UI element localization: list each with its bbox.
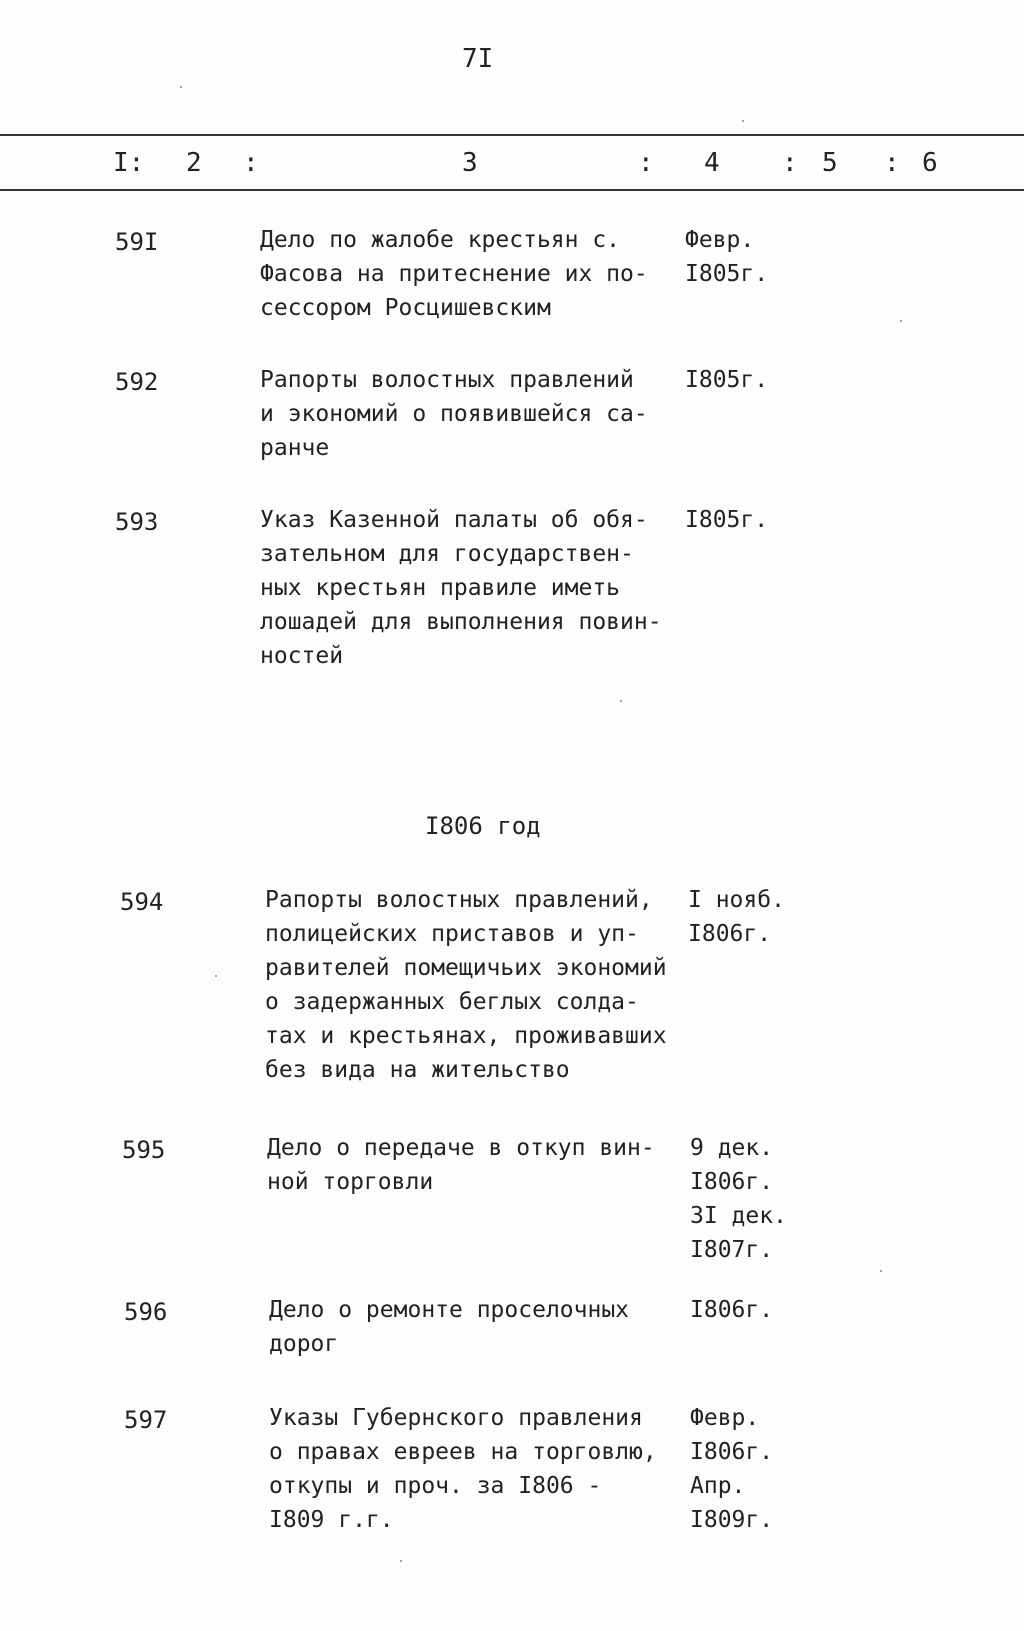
entry-number: 593 xyxy=(115,508,159,536)
scan-speck xyxy=(180,86,182,88)
entry-number: 597 xyxy=(124,1406,168,1434)
entry-number: 592 xyxy=(115,368,159,396)
entry-date: Февр. I806г. Апр. I809г. xyxy=(690,1405,774,1533)
entry-description: Рапорты волостных правлений и экономий о появившейся са- ранче xyxy=(260,367,648,461)
entry-date: I805г. xyxy=(685,367,769,393)
entry-date: I806г. xyxy=(690,1297,774,1323)
entry-description: Дело о ремонте проселочных дорог xyxy=(269,1297,630,1357)
year-heading: I806 год xyxy=(425,812,541,840)
header-rule-top xyxy=(0,134,1024,136)
scan-speck xyxy=(215,975,217,977)
column-separator: : xyxy=(243,148,259,178)
entry-number: 594 xyxy=(120,888,164,916)
scan-speck xyxy=(900,320,902,322)
entry-date: 9 дек. I806г. 3I дек. I807г. xyxy=(690,1135,787,1263)
column-header-2: 2 xyxy=(186,148,202,178)
column-header-1: I: xyxy=(113,148,145,178)
page-number: 7I xyxy=(462,44,494,74)
column-separator: : xyxy=(638,148,654,178)
scan-speck xyxy=(620,700,622,702)
column-header-6: 6 xyxy=(922,148,938,178)
scan-speck xyxy=(742,120,744,122)
entry-description: Рапорты волостных правлений, полицейских приставов и уп- равителей помещичьих экономий о задержанных беглых солда- тах и крестьянах, проживавших без вида на жительство xyxy=(265,887,667,1083)
entry-description: Указы Губернского правления о правах евреев на торговлю, откупы и проч. за I806 - I809 г.г. xyxy=(269,1405,657,1533)
column-header-4: 4 xyxy=(704,148,720,178)
column-separator: : xyxy=(884,148,900,178)
scan-speck xyxy=(400,1560,402,1562)
column-header-5: 5 xyxy=(822,148,838,178)
column-separator: : xyxy=(782,148,798,178)
entry-description: Указ Казенной палаты об обя- зательном для государствен- ных крестьян правиле иметь лошадей для выполнения повин- ностей xyxy=(260,507,662,669)
header-rule-bottom xyxy=(0,189,1024,191)
entry-number: 595 xyxy=(122,1136,166,1164)
entry-description: Дело по жалобе крестьян с. Фасова на притеснение их по- сессором Росцишевским xyxy=(260,227,648,321)
scan-speck xyxy=(880,1270,882,1272)
entry-number: 59I xyxy=(115,228,159,256)
entry-number: 596 xyxy=(124,1298,168,1326)
column-header-3: 3 xyxy=(462,148,478,178)
entry-date: I805г. xyxy=(685,507,769,533)
entry-description: Дело о передаче в откуп вин- ной торговли xyxy=(267,1135,655,1195)
entry-date: Февр. I805г. xyxy=(685,227,769,287)
entry-date: I нояб. I806г. xyxy=(688,887,785,947)
